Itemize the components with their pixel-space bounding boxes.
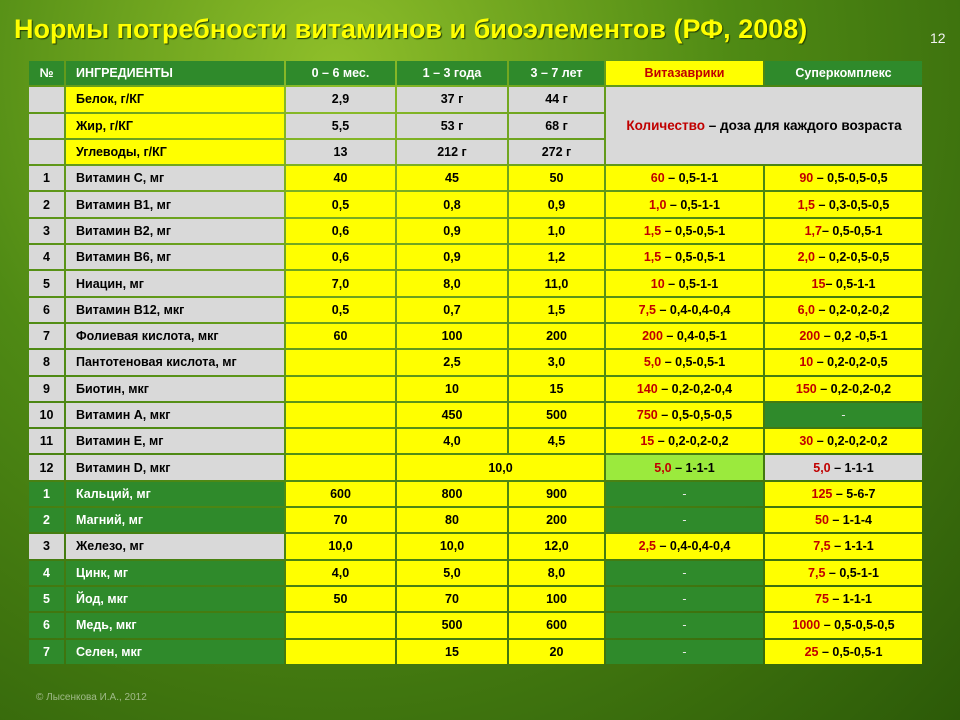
value-1-3-years: 0,9: [397, 245, 507, 269]
value-1-3-years: 10,0: [397, 534, 507, 558]
vitazavriki-dose: [606, 377, 763, 401]
vitazavriki-dose-amount: 2,5: [638, 539, 657, 554]
ingredient-name: Витамин В12, мкг: [66, 298, 284, 322]
value-1-3-years: 5,0: [397, 561, 507, 585]
row-num: 4: [29, 561, 64, 585]
value-3-7-years: 200: [509, 508, 604, 532]
vitazavriki-dose-schedule: -: [682, 565, 687, 580]
superkompleks-dose-amount: 150: [795, 381, 817, 396]
row-num: 6: [29, 298, 64, 322]
row-num: 1: [29, 166, 64, 190]
superkompleks-dose-schedule: – 0,2-0,5-0,5: [815, 250, 890, 265]
superkompleks-dose-amount: 10: [799, 355, 814, 370]
value-1-3-years: 0,7: [397, 298, 507, 322]
vitazavriki-dose-amount: 7,5: [638, 302, 657, 317]
vitazavriki-dose: [606, 613, 763, 637]
superkompleks-dose-schedule: – 0,2-0,2-0,5: [813, 355, 888, 370]
superkompleks-dose: [765, 245, 922, 269]
value-1-3-years: 45: [397, 166, 507, 190]
vitazavriki-dose-schedule: -: [682, 644, 687, 659]
superkompleks-dose-amount: 1,5: [797, 197, 816, 212]
row-num: 6: [29, 613, 64, 637]
ingredient-name: Витамин Е, мг: [66, 429, 284, 453]
ingredient-name: Пантотеновая кислота, мг: [66, 350, 284, 374]
table-row: [29, 429, 922, 453]
vitazavriki-dose-amount: 1,0: [649, 197, 667, 212]
superkompleks-dose-amount: 50: [815, 513, 829, 528]
superkompleks-dose-amount: 75: [815, 592, 829, 607]
vitazavriki-dose-schedule: – 0,5-0,5-0,5: [657, 408, 733, 422]
table-row: [29, 455, 922, 479]
table-row: [29, 271, 922, 295]
vitazavriki-dose: [606, 166, 763, 190]
table-row: [29, 587, 922, 611]
vitazavriki-dose: [606, 482, 763, 506]
superkompleks-dose: [765, 508, 922, 532]
value-3-7-years: 15: [509, 377, 604, 401]
vitazavriki-dose: [606, 350, 763, 374]
vitazavriki-dose: [606, 298, 763, 322]
vitazavriki-dose-amount: 10: [650, 276, 665, 291]
vitazavriki-dose-amount: 15: [640, 434, 655, 449]
value-0-6-months: [286, 455, 395, 479]
value-3-7-years: 100: [509, 587, 604, 611]
value-0-6-months: 600: [286, 482, 395, 506]
value-1-3-years: 80: [397, 508, 507, 532]
superkompleks-dose-schedule: – 1-1-4: [828, 513, 872, 528]
superkompleks-dose-schedule: – 0,2-0,2-0,2: [813, 434, 888, 449]
superkompleks-dose-schedule: – 0,5-0,5-0,5: [813, 171, 888, 186]
superkompleks-dose: [765, 219, 922, 243]
superkompleks-dose: [765, 271, 922, 295]
row-num: 2: [29, 192, 64, 216]
superkompleks-dose-schedule: – 0,5-1-1: [825, 565, 879, 580]
superkompleks-dose: [765, 192, 922, 216]
vitazavriki-dose-amount: 200: [642, 329, 663, 344]
value-3-7-years: 44 г: [509, 87, 604, 111]
vitazavriki-dose-amount: 750: [636, 408, 658, 422]
ingredient-name: Углеводы, г/КГ: [66, 140, 284, 164]
vitazavriki-dose: [606, 561, 763, 585]
value-0-6-months: 50: [286, 587, 395, 611]
value-0-6-months: 0,5: [286, 192, 395, 216]
value-3-7-years: 12,0: [509, 534, 604, 558]
superkompleks-dose-amount: 200: [799, 329, 821, 344]
header-superkompleks: Суперкомплекс: [765, 61, 922, 85]
row-num: 7: [29, 640, 64, 664]
superkompleks-dose: [765, 166, 922, 190]
vitazavriki-dose-amount: 1,5: [643, 223, 662, 238]
superkompleks-dose: [765, 324, 922, 348]
ingredient-name: Медь, мкг: [66, 613, 284, 637]
value-3-7-years: 8,0: [509, 561, 604, 585]
table-row: [29, 219, 922, 243]
value-0-6-months: 7,0: [286, 271, 395, 295]
value-0-6-months: [286, 429, 395, 453]
vitazavriki-dose-amount: 5,0: [643, 355, 662, 370]
ingredient-name: Витамин С, мг: [66, 166, 284, 190]
header-row: [29, 61, 922, 85]
value-0-6-months: [286, 377, 395, 401]
ingredient-name: Витамин В6, мг: [66, 245, 284, 269]
table-row: [29, 482, 922, 506]
vitazavriki-dose-amount: 60: [650, 171, 665, 186]
vitazavriki-dose: 5,0 – 1-1-1: [606, 455, 763, 479]
table-row: [29, 192, 922, 216]
value-3-7-years: 11,0: [509, 271, 604, 295]
superkompleks-dose-amount: 15: [811, 276, 826, 291]
vitazavriki-dose-schedule: – 0,5-1-1: [664, 276, 719, 291]
row-num: 4: [29, 245, 64, 269]
row-num: 11: [29, 429, 64, 453]
vitazavriki-dose-schedule: – 0,5-1-1: [666, 197, 720, 212]
value-1-3-years: 53 г: [397, 114, 507, 138]
vitazavriki-dose-schedule: – 0,4-0,4-0,4: [656, 302, 731, 317]
vitazavriki-dose-schedule: -: [682, 486, 687, 501]
copyright-footer: © Лысенкова И.А., 2012: [36, 692, 147, 703]
superkompleks-dose-schedule: – 0,2-0,2-0,2: [816, 381, 892, 396]
row-num: 10: [29, 403, 64, 427]
ingredient-name: Биотин, мкг: [66, 377, 284, 401]
row-num: 1: [29, 482, 64, 506]
row-num: 2: [29, 508, 64, 532]
superkompleks-dose: [765, 587, 922, 611]
superkompleks-dose-schedule: – 0,5-0,5-0,5: [820, 618, 895, 633]
superkompleks-dose-amount: 30: [799, 434, 814, 449]
vitazavriki-dose: [606, 640, 763, 664]
row-num: 9: [29, 377, 64, 401]
ingredient-name: Ниацин, мг: [66, 271, 284, 295]
superkompleks-dose: [765, 298, 922, 322]
ingredient-name: Витамин А, мкг: [66, 403, 284, 427]
table-row: [29, 561, 922, 585]
table-row: [29, 613, 922, 637]
value-1-3-years: 212 г: [397, 140, 507, 164]
table-row: [29, 324, 922, 348]
value-0-6-months: 2,9: [286, 87, 395, 111]
vitazavriki-dose-schedule: – 0,2-0,2-0,4: [657, 381, 733, 396]
superkompleks-dose-schedule: – 0,5-0,5-1: [818, 644, 883, 659]
table-row: [29, 508, 922, 532]
value-0-6-months: [286, 403, 395, 427]
vitazavriki-dose-schedule: – 0,5-0,5-1: [661, 250, 726, 265]
superkompleks-dose-amount: 2,0: [797, 250, 816, 265]
value-1-3-years: 500: [397, 613, 507, 637]
dose-note-keyword: Количество: [626, 117, 706, 133]
value-3-7-years: 900: [509, 482, 604, 506]
table-row: [29, 166, 922, 190]
superkompleks-dose-amount: 25: [804, 644, 819, 659]
value-1-3-years: 2,5: [397, 350, 507, 374]
row-num: 5: [29, 587, 64, 611]
ingredient-name: Йод, мкг: [66, 587, 284, 611]
header-ingredients: ИНГРЕДИЕНТЫ: [66, 61, 284, 85]
table-row: [29, 245, 922, 269]
header-1-3-years: 1 – 3 года: [397, 61, 507, 85]
row-num: 8: [29, 350, 64, 374]
vitazavriki-dose: [606, 587, 763, 611]
superkompleks-dose-amount: 1000: [792, 618, 821, 633]
row-num: 12: [29, 455, 64, 479]
superkompleks-dose-amount: 125: [811, 486, 833, 501]
superkompleks-dose: [765, 534, 922, 558]
row-num: 7: [29, 324, 64, 348]
table-row: [29, 534, 922, 558]
value-3-7-years: 3,0: [509, 350, 604, 374]
vitazavriki-dose-schedule: – 0,2-0,2-0,2: [654, 434, 729, 449]
value-0-6-months: 0,6: [286, 245, 395, 269]
value-0-6-months: 10,0: [286, 534, 395, 558]
vitazavriki-dose: [606, 245, 763, 269]
ingredient-name: Жир, г/КГ: [66, 114, 284, 138]
superkompleks-dose: [765, 403, 922, 427]
ingredient-name: Магний, мг: [66, 508, 284, 532]
row-num: 5: [29, 271, 64, 295]
superkompleks-dose: [765, 561, 922, 585]
vitazavriki-dose-schedule: – 0,5-0,5-1: [661, 355, 726, 370]
vitazavriki-dose-schedule: – 0,5-0,5-1: [661, 223, 726, 238]
table-row: [29, 350, 922, 374]
superkompleks-dose-schedule: – 1-1-1: [830, 539, 874, 554]
value-3-7-years: 1,5: [509, 298, 604, 322]
vitazavriki-dose-schedule: -: [682, 513, 687, 528]
ingredient-name: Витамин В1, мг: [66, 192, 284, 216]
superkompleks-dose-schedule: – 0,2-0,2-0,2: [815, 302, 890, 317]
superkompleks-dose-amount: 6,0: [797, 302, 816, 317]
vitazavriki-dose: [606, 271, 763, 295]
superkompleks-dose-schedule: – 0,5-1-1: [825, 276, 876, 291]
ingredient-name: Витамин В2, мг: [66, 219, 284, 243]
superkompleks-dose-schedule: -: [841, 408, 846, 422]
vitazavriki-dose: [606, 324, 763, 348]
table-row: [29, 377, 922, 401]
row-num: [29, 140, 64, 164]
ingredient-name: Селен, мкг: [66, 640, 284, 664]
superkompleks-dose-amount: 90: [799, 171, 814, 186]
vitazavriki-dose: [606, 508, 763, 532]
ingredient-name: Белок, г/КГ: [66, 87, 284, 111]
vitazavriki-dose-schedule: -: [682, 618, 687, 633]
ingredient-name: Цинк, мг: [66, 561, 284, 585]
superkompleks-dose: [765, 640, 922, 664]
superkompleks-dose-schedule: – 0,5-0,5-1: [821, 223, 883, 238]
value-3-7-years: 200: [509, 324, 604, 348]
header-0-6-months: 0 – 6 мес.: [286, 61, 395, 85]
row-num: 3: [29, 219, 64, 243]
value-3-7-years: 50: [509, 166, 604, 190]
value-1-3-years: 37 г: [397, 87, 507, 111]
row-num: [29, 87, 64, 111]
value-0-6-months: 0,5: [286, 298, 395, 322]
value-1-7-years: 10,0: [397, 455, 604, 479]
value-1-3-years: 8,0: [397, 271, 507, 295]
vitazavriki-dose-amount: 1,5: [643, 250, 662, 265]
norms-table: [27, 59, 924, 666]
value-1-3-years: 450: [397, 403, 507, 427]
value-1-3-years: 800: [397, 482, 507, 506]
page-number: 12: [930, 30, 946, 46]
table-row: [29, 640, 922, 664]
value-3-7-years: 20: [509, 640, 604, 664]
table-row: [29, 403, 922, 427]
value-0-6-months: 4,0: [286, 561, 395, 585]
value-3-7-years: 600: [509, 613, 604, 637]
superkompleks-dose: [765, 429, 922, 453]
value-3-7-years: 4,5: [509, 429, 604, 453]
dose-note-text: – доза для каждого возраста: [705, 117, 902, 133]
superkompleks-dose-schedule: – 1-1-1: [828, 592, 872, 607]
superkompleks-dose-schedule: – 5-6-7: [832, 486, 876, 501]
table-row: [29, 87, 922, 111]
vitazavriki-dose-schedule: – 0,4-0,5-1: [662, 329, 727, 344]
superkompleks-dose: 5,0 – 1-1-1: [765, 455, 922, 479]
row-num: 3: [29, 534, 64, 558]
ingredient-name: Кальций, мг: [66, 482, 284, 506]
vitazavriki-dose-amount: 140: [636, 381, 658, 396]
value-1-3-years: 100: [397, 324, 507, 348]
value-0-6-months: [286, 350, 395, 374]
value-3-7-years: 0,9: [509, 192, 604, 216]
table-row: [29, 298, 922, 322]
header-num: №: [29, 61, 64, 85]
vitazavriki-dose: [606, 219, 763, 243]
superkompleks-dose-amount: 7,5: [808, 565, 826, 580]
vitazavriki-dose: [606, 192, 763, 216]
superkompleks-dose-amount: 7,5: [813, 539, 831, 554]
value-3-7-years: 1,0: [509, 219, 604, 243]
value-0-6-months: 70: [286, 508, 395, 532]
ingredient-name: Витамин D, мкг: [66, 455, 284, 479]
header-3-7-years: 3 – 7 лет: [509, 61, 604, 85]
row-num: [29, 114, 64, 138]
value-1-3-years: 10: [397, 377, 507, 401]
superkompleks-dose: [765, 350, 922, 374]
value-0-6-months: 13: [286, 140, 395, 164]
dose-note: [606, 87, 922, 164]
slide-title: Нормы потребности витаминов и биоэлементов (РФ, 2008): [14, 14, 808, 44]
value-1-3-years: 70: [397, 587, 507, 611]
value-3-7-years: 272 г: [509, 140, 604, 164]
value-1-3-years: 4,0: [397, 429, 507, 453]
value-0-6-months: 60: [286, 324, 395, 348]
vitazavriki-dose: [606, 429, 763, 453]
value-3-7-years: 68 г: [509, 114, 604, 138]
ingredient-name: Фолиевая кислота, мкг: [66, 324, 284, 348]
superkompleks-dose-schedule: – 0,3-0,5-0,5: [815, 197, 890, 212]
value-3-7-years: 1,2: [509, 245, 604, 269]
vitazavriki-dose-schedule: – 0,4-0,4-0,4: [656, 539, 731, 554]
superkompleks-dose: [765, 377, 922, 401]
value-0-6-months: 5,5: [286, 114, 395, 138]
vitazavriki-dose-schedule: – 0,5-1-1: [664, 171, 719, 186]
value-0-6-months: 0,6: [286, 219, 395, 243]
value-0-6-months: [286, 640, 395, 664]
value-0-6-months: [286, 613, 395, 637]
vitazavriki-dose: [606, 403, 763, 427]
ingredient-name: Железо, мг: [66, 534, 284, 558]
superkompleks-dose: [765, 482, 922, 506]
value-0-6-months: 40: [286, 166, 395, 190]
value-3-7-years: 500: [509, 403, 604, 427]
superkompleks-dose-schedule: – 0,2 -0,5-1: [820, 329, 888, 344]
vitazavriki-dose-schedule: -: [682, 592, 687, 607]
superkompleks-dose-amount: 1,7: [804, 223, 822, 238]
header-vitazavriki: Витазаврики: [606, 61, 763, 85]
vitazavriki-dose: [606, 534, 763, 558]
superkompleks-dose: [765, 613, 922, 637]
value-1-3-years: 0,9: [397, 219, 507, 243]
value-1-3-years: 0,8: [397, 192, 507, 216]
value-1-3-years: 15: [397, 640, 507, 664]
